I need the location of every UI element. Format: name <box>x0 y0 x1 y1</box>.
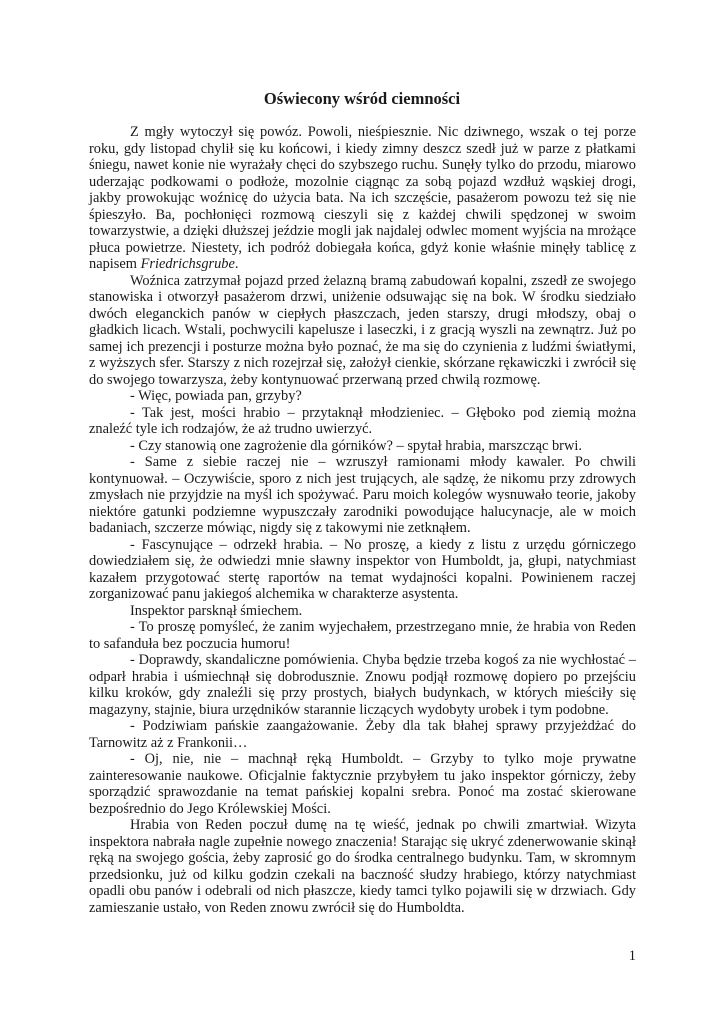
paragraph: Hrabia von Reden poczuł dumę na tę wieść, jednak po chwili zmartwiał. Wizyta inspektora nabrała nagle zupełnie nowego znaczenia! Starając się ukryć zdenerwowanie skinął ręką na swojego gościa, żeby zaprosić go do środka centralnego budynku. Tam, w skromnym przedsionku, już od kilku godzin czekali na baczność słudzy hrabiego, którzy natychmiast opadli obu panów i odebrali od nich płaszcze, kiedy tamci tylko pojawili się w drzwiach. Gdy zamieszanie ustało, von Reden znowu zwrócił się do Humboldta. <box>89 817 636 916</box>
paragraph: - Fascynujące – odrzekł hrabia. – No proszę, a kiedy z listu z urzędu górniczego dowiedziałem się, że odwiedzi mnie sławny inspektor von Humboldt, ja, głupi, natychmiast kazałem przygotować stertę raportów na temat wydajności kopalni. Powinienem raczej zorganizować panu jakiegoś alchemika w charakterze asystenta. <box>89 536 636 602</box>
paragraph-italic-text: Friedrichsgrube <box>140 256 235 272</box>
paragraph-text-end: . <box>234 256 239 272</box>
paragraph: Woźnica zatrzymał pojazd przed żelazną bramą zabudowań kopalni, zszedł ze swojego stanowiska i otworzył pasażerom drzwi, uniżenie odsuwając się na bok. W środku siedziało dwóch eleganckich panów w ciepłych płaszczach, jeden starszy, drugi młodszy, obaj o gładkich licach. Wstali, pochwycili kapelusze i laseczki, i z gracją wyszli na zewnątrz. Już po samej ich prezencji i posturze można było poznać, że ma się do czynienia z ludźmi światłymi, z wyższych sfer. Starszy z nich rozejrzał się, założył cienkie, skórzane rękawiczki i zwrócił się do swojego towarzysza, żeby kontynuować przerwaną przed chwilą rozmowę. <box>89 272 636 388</box>
paragraph: Inspektor parsknął śmiechem. <box>130 602 303 619</box>
paragraph: - Oj, nie, nie – machnął ręką Humboldt. – Grzyby to tylko moje prywatne zainteresowanie naukowe. Oficjalnie faktycznie przybyłem tu jako inspektor górniczy, żeby sporządzić sprawozdanie na temat pańskiej kopalni srebra. Ponoć ma zostać skierowane bezpośrednio do Jego Królewskiej Mości. <box>89 751 636 817</box>
paragraph: - Czy stanowią one zagrożenie dla górników? – spytał hrabia, marszcząc brwi. <box>130 437 582 454</box>
body-text <box>89 124 636 916</box>
paragraph: - Podziwiam pańskie zaangażowanie. Żeby dla tak błahej sprawy przyjeżdżać do Tarnowitz aż z Frankonii… <box>89 718 636 751</box>
paragraph-text: Z mgły wytoczył się powóz. Powoli, nieśpiesznie. Nic dziwnego, wszak o tej porze roku, gdy listopad chylił się ku końcowi, i kiedy zimny deszcz szedł już w parze z płatkami śniegu, nawet konie nie wyrażały chęci do szybszego ruchu. Sunęły tylko do przodu, miarowo uderzając podkowami o podłoże, mozolnie ciągnąc za sobą pojazd wzdłuż wąskiej drogi, jakby prowokując woźnicę do użycia bata. Na ich szczęście, pasażerom powozu też się nie śpieszyło. Ba, pochłonięci rozmową cieszyli się z każdej chwili spędzonej w swoim towarzystwie, a dzięki dłuższej jeździe mogli jak najdalej odwlec moment wyjścia na mrożące płuca powietrze. Niestety, ich podróż dobiegała końca, gdyż konie właśnie minęły tablicę z napisem <box>89 124 636 272</box>
page-title: Oświecony wśród ciemności <box>263 89 461 108</box>
paragraph: - Same z siebie raczej nie – wzruszył ramionami młody kawaler. Po chwili kontynuował. – Oczywiście, sporo z nich jest trujących, ale sądzę, że nikomu przy zdrowych zmysłach nie przyjdzie na myśl ich spożywać. Paru moich kolegów wysnuwało teorie, jakoby niektóre gatunki podziemne wypuszczały zarodniki powodujące halucynacje, ale w moich badaniach, szczerze mówiąc, nigdy się z takowymi nie zetknąłem. <box>89 454 636 536</box>
page-number: 1 <box>628 948 636 964</box>
paragraph: - Więc, powiada pan, grzyby? <box>130 388 302 404</box>
paragraph <box>89 124 636 273</box>
paragraph: - Doprawdy, skandaliczne pomówienia. Chyba będzie trzeba kogoś za nie wychłostać – odparł hrabia i uśmiechnął się dobrodusznie. Znowu podjął rozmowę dopiero po przejściu kilku kroków, gdy znaleźli się przy prostych, białych budynkach, w których mieściły się magazyny, stajnie, biura urzędników starannie liczących wydobyty urobek i tym podobne. <box>89 652 636 718</box>
paragraph: - To proszę pomyśleć, że zanim wyjechałem, przestrzegano mnie, że hrabia von Reden to safanduła bez poczucia humoru! <box>89 619 636 652</box>
paragraph: - Tak jest, mości hrabio – przytaknął młodzieniec. – Głęboko pod ziemią można znaleźć tyle ich rodzajów, że aż trudno uwierzyć. <box>89 404 636 437</box>
